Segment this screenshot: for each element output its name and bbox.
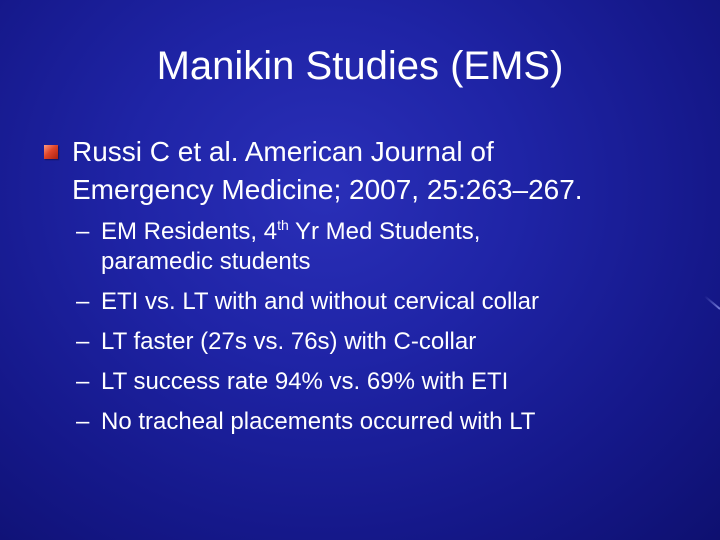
main-bullet-line-1: Russi C et al. American Journal of [72, 136, 494, 167]
square-bullet-icon [44, 145, 58, 159]
main-bullet-line-2: Emergency Medicine; 2007, 25:263–267. [72, 174, 583, 205]
sub-bullet-item [76, 327, 676, 357]
sub-bullet-list [76, 217, 676, 447]
sub-bullet-item [76, 407, 676, 437]
dash-marker: – [76, 368, 90, 395]
sub-bullet-item [76, 287, 676, 317]
sub-bullet-text-part: EM Residents, 4 [101, 218, 278, 245]
dash-marker: – [76, 218, 90, 245]
sub-bullet-item [76, 367, 676, 397]
sub-bullet-text: LT faster (27s vs. 76s) with C-collar [101, 328, 477, 355]
sub-bullet-text: No tracheal placements occurred with LT [101, 408, 536, 435]
sub-bullet-line-1 [101, 217, 676, 247]
main-bullet-text [72, 133, 692, 209]
dash-marker: – [76, 328, 90, 355]
slide-title: Manikin Studies (EMS) [156, 44, 564, 88]
sub-bullet-item [76, 217, 676, 277]
dash-marker: – [76, 408, 90, 435]
sub-bullet-line-2: paramedic students [101, 248, 311, 275]
ordinal-superscript: th [277, 217, 289, 233]
sub-bullet-text: LT success rate 94% vs. 69% with ETI [101, 368, 509, 395]
decorative-line [704, 295, 720, 309]
dash-marker: – [76, 288, 90, 315]
sub-bullet-text: ETI vs. LT with and without cervical collar [101, 288, 539, 315]
sub-bullet-text-part: Yr Med Students, [288, 218, 481, 245]
